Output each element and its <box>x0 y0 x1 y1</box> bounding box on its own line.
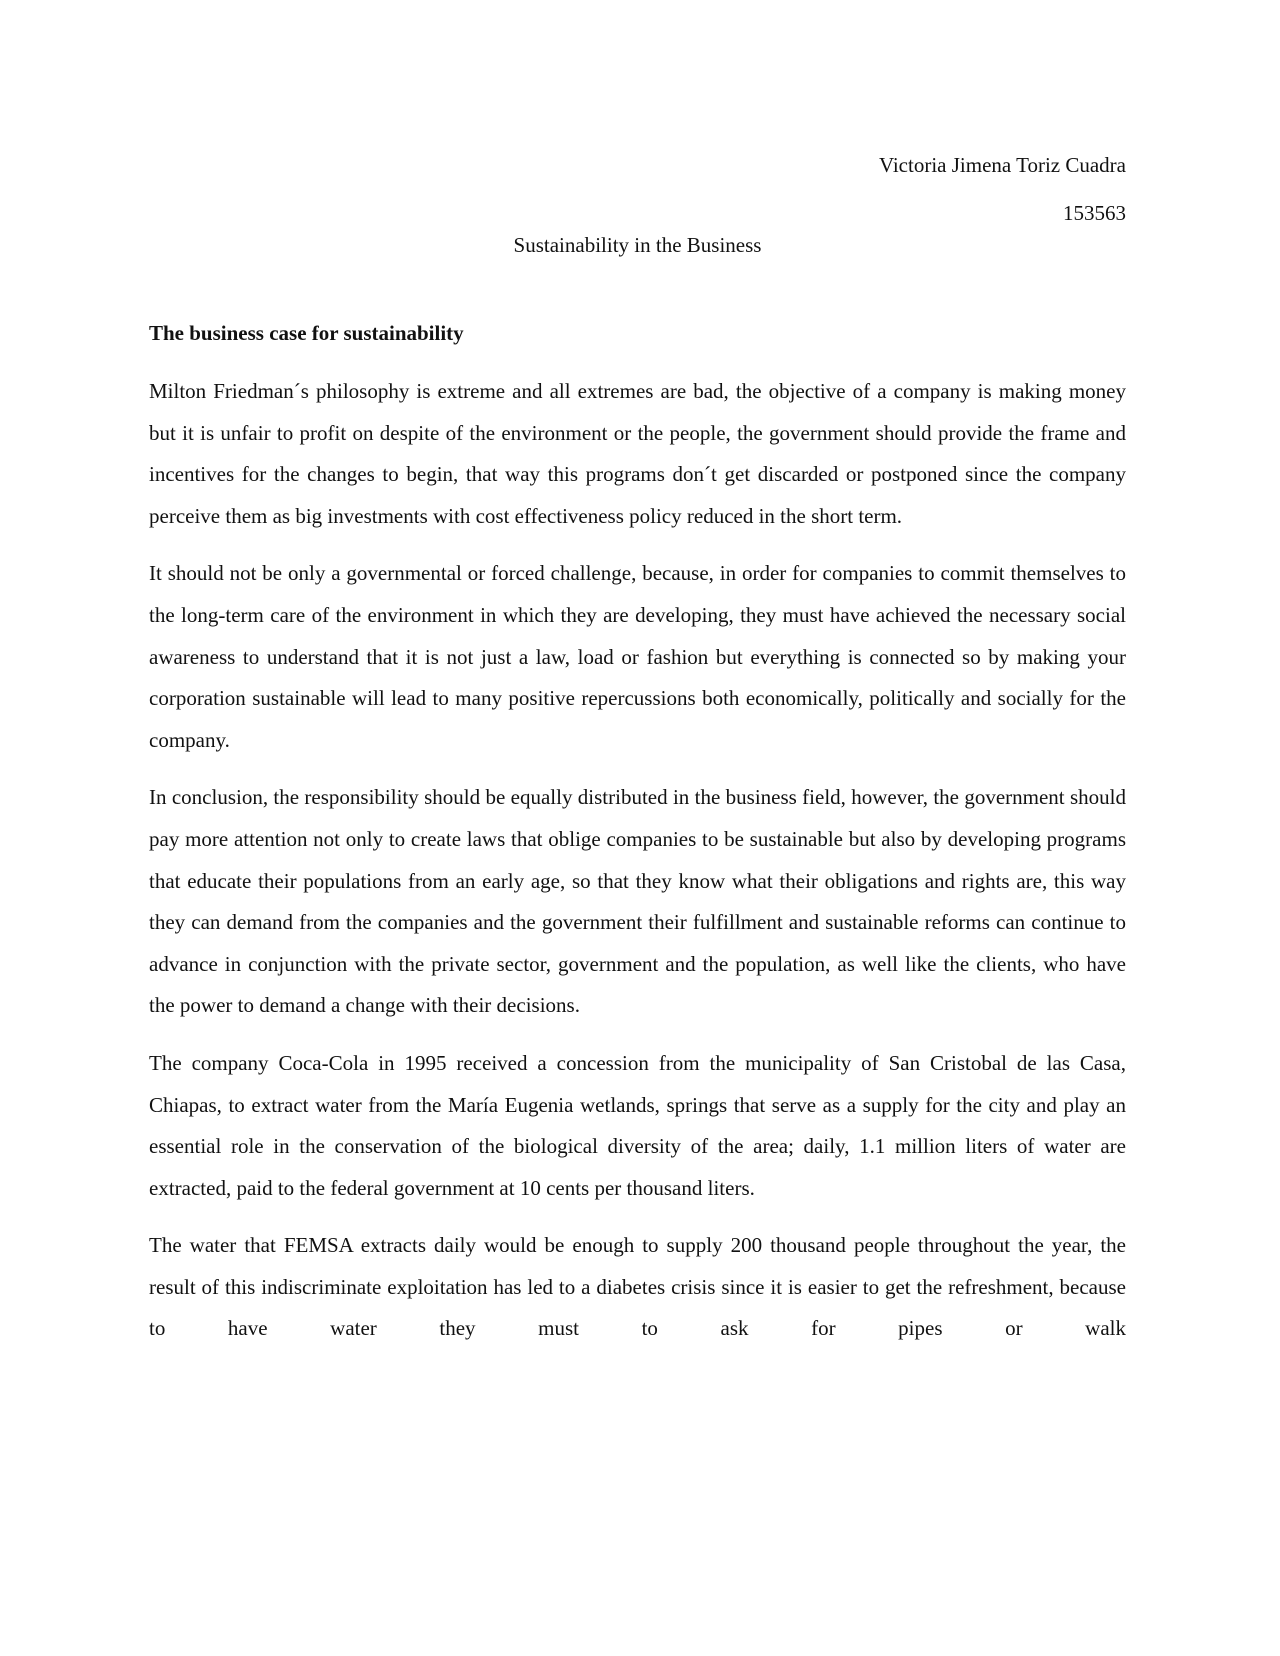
paragraph-friedman: Milton Friedman´s philosophy is extreme and all extremes are bad, the objective of a company is making money but it is unfair to profit on despite of the environment or the people, the government should provide the frame and incentives for the changes to begin, that way this programs don´t get discarded or postponed since the company perceive them as big investments with cost effectiveness policy reduced in the short term. <box>149 379 1126 528</box>
paragraph-governmental-challenge: It should not be only a governmental or forced challenge, because, in order for companies to commit themselves to the long-term care of the environment in which they are developing, they must have achieved the necessary social awareness to understand that it is not just a law, load or fashion but everything is connected so by making your corporation sustainable will lead to many positive repercussions both economically, politically and socially for the company. <box>149 561 1126 752</box>
author-block <box>149 141 1126 237</box>
section-heading: The business case for sustainability <box>149 321 464 345</box>
document-content <box>149 141 1126 1350</box>
document-title: Sustainability in the Business <box>513 233 762 257</box>
student-id: 153563 <box>1063 201 1126 225</box>
paragraph-conclusion: In conclusion, the responsibility should be equally distributed in the business field, however, the government should pay more attention not only to create laws that oblige companies to be sustainable but also by developing programs that educate their populations from an early age, so that they know what their obligations and rights are, this way they can demand from the companies and the government their fulfillment and sustainable reforms can continue to advance in conjunction with the private sector, government and the population, as well like the clients, who have the power to demand a change with their decisions. <box>149 785 1126 1018</box>
paragraph-coca-cola: The company Coca-Cola in 1995 received a concession from the municipality of San Cristobal de las Casa, Chiapas, to extract water from the María Eugenia wetlands, springs that serve as a supply for the city and play an essential role in the conservation of the biological diversity of the area; daily, 1.1 million liters of water are extracted, paid to the federal government at 10 cents per thousand liters. <box>149 1050 1126 1200</box>
author-name: Victoria Jimena Toriz Cuadra <box>878 153 1126 177</box>
paragraph-femsa: The water that FEMSA extracts daily would be enough to supply 200 thousand people throughout the year, the result of this indiscriminate exploitation has led to a diabetes crisis since it is easier to get the refreshment, because to have water they must to ask for pipes or walk <box>149 1233 1126 1341</box>
